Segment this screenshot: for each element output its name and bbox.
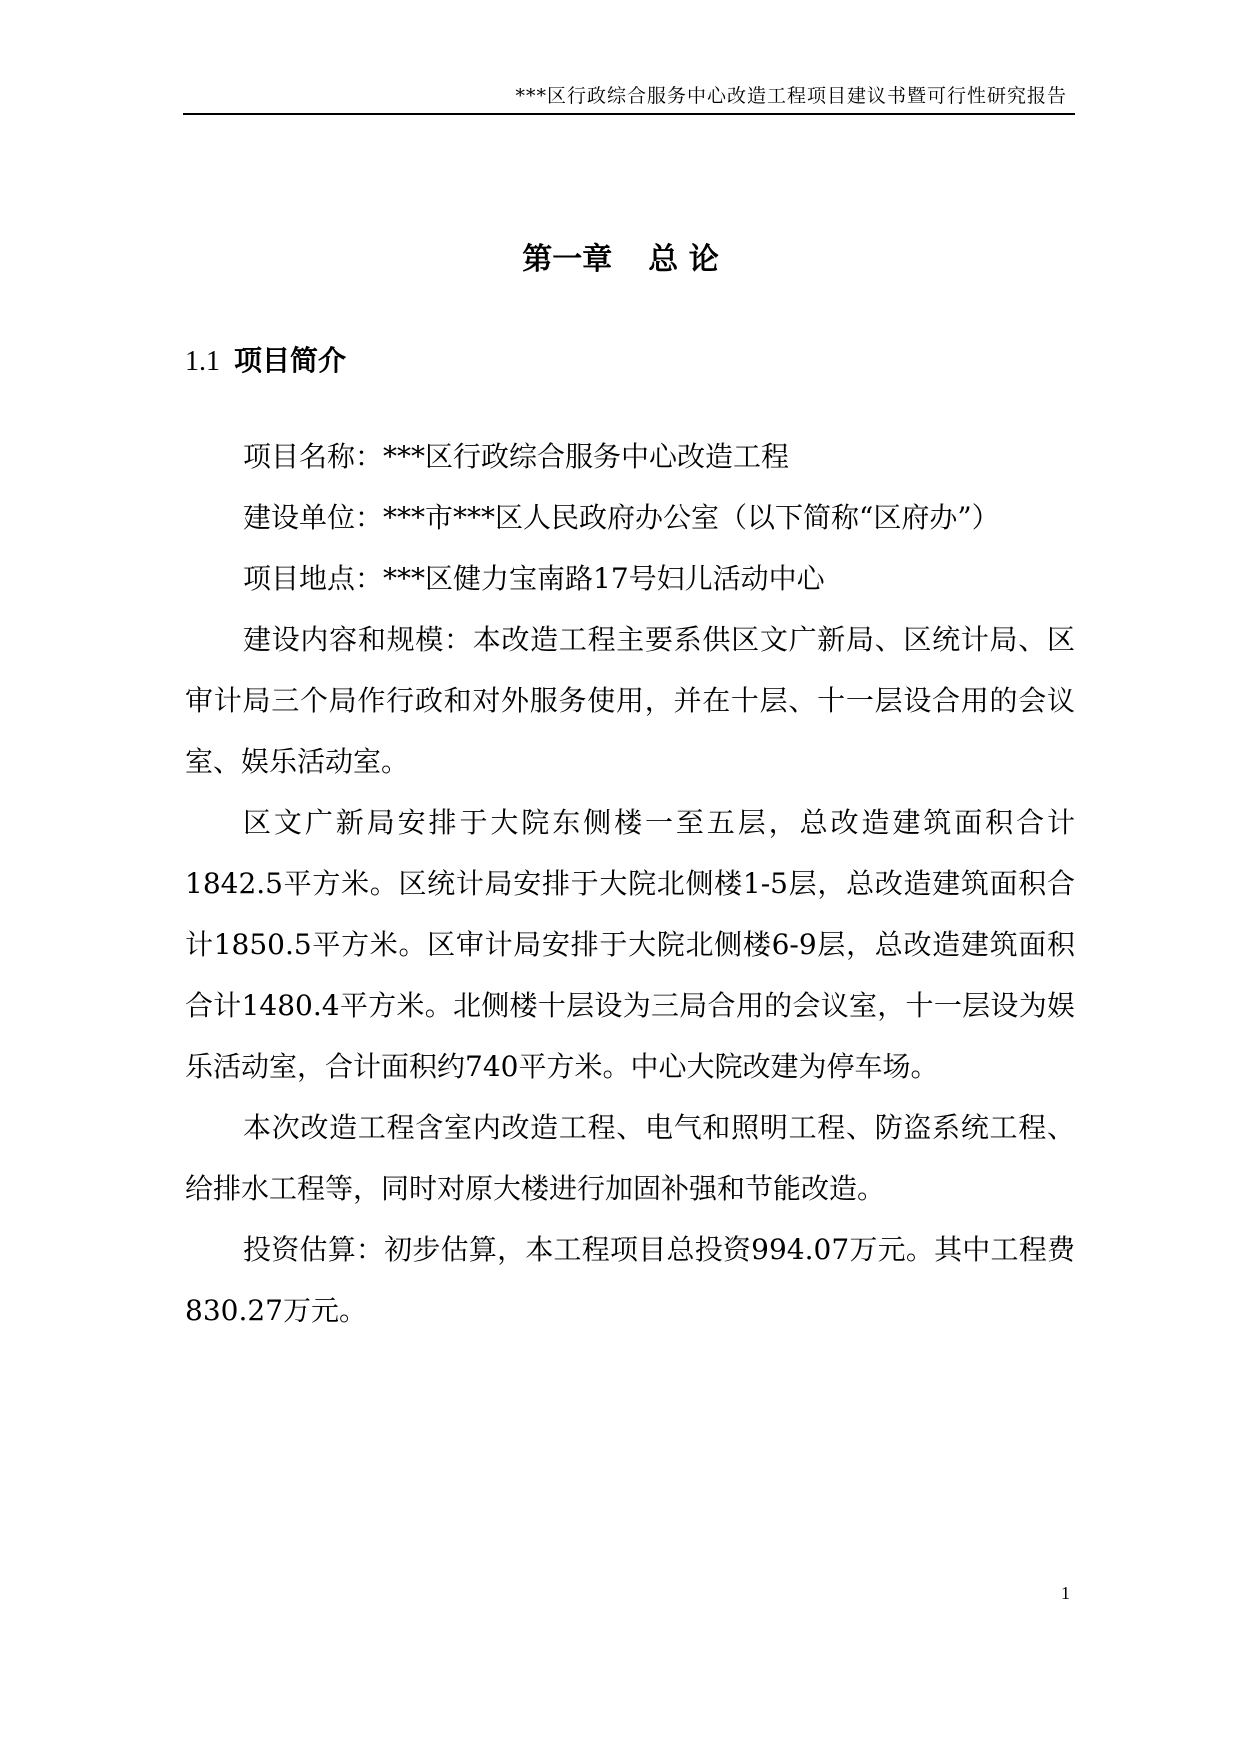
- page-number: 1: [1061, 1583, 1070, 1603]
- header-rule: [183, 113, 1075, 115]
- paragraph-scope: 建设内容和规模：本改造工程主要系供区文广新局、区统计局、区审计局三个局作行政和对外服务使用，并在十层、十一层设合用的会议室、娱乐活动室。: [185, 623, 1075, 778]
- running-header: ***区行政综合服务中心改造工程项目建议书暨可行性研究报告: [515, 85, 1067, 107]
- paragraph-investment: 投资估算：初步估算，本工程项目总投资994.07万元。其中工程费830.27万元。: [185, 1233, 1075, 1327]
- paragraph-project-location: 项目地点：***区健力宝南路17号妇儿活动中心: [243, 562, 825, 595]
- section-title: 项目简介: [234, 344, 347, 377]
- paragraph-construction-unit: 建设单位：***市***区人民政府办公室（以下简称“区府办”）: [243, 501, 1000, 534]
- paragraph-work-items: 本次改造工程含室内改造工程、电气和照明工程、防盗系统工程、给排水工程等，同时对原大楼进行加固补强和节能改造。: [185, 1111, 1075, 1205]
- chapter-name: 总 论: [648, 242, 719, 277]
- chapter-label: 第一章: [522, 242, 613, 277]
- section-number: 1.1: [185, 346, 220, 377]
- paragraph-floor-allocation: 区文广新局安排于大院东侧楼一至五层，总改造建筑面积合计1842.5平方米。区统计局安排于大院北侧楼1-5层，总改造建筑面积合计1850.5平方米。区审计局安排于大院北侧楼6-9层，总改造建筑面积合计1480.4平方米。北侧楼十层设为三局合用的会议室，十一层设为娱乐活动室，合计面积约740平方米。中心大院改建为停车场。: [185, 806, 1075, 1083]
- section-heading: [185, 343, 346, 380]
- paragraph-project-name: 项目名称：***区行政综合服务中心改造工程: [243, 440, 790, 473]
- body-text: [185, 426, 1075, 1341]
- chapter-title: [0, 240, 1241, 280]
